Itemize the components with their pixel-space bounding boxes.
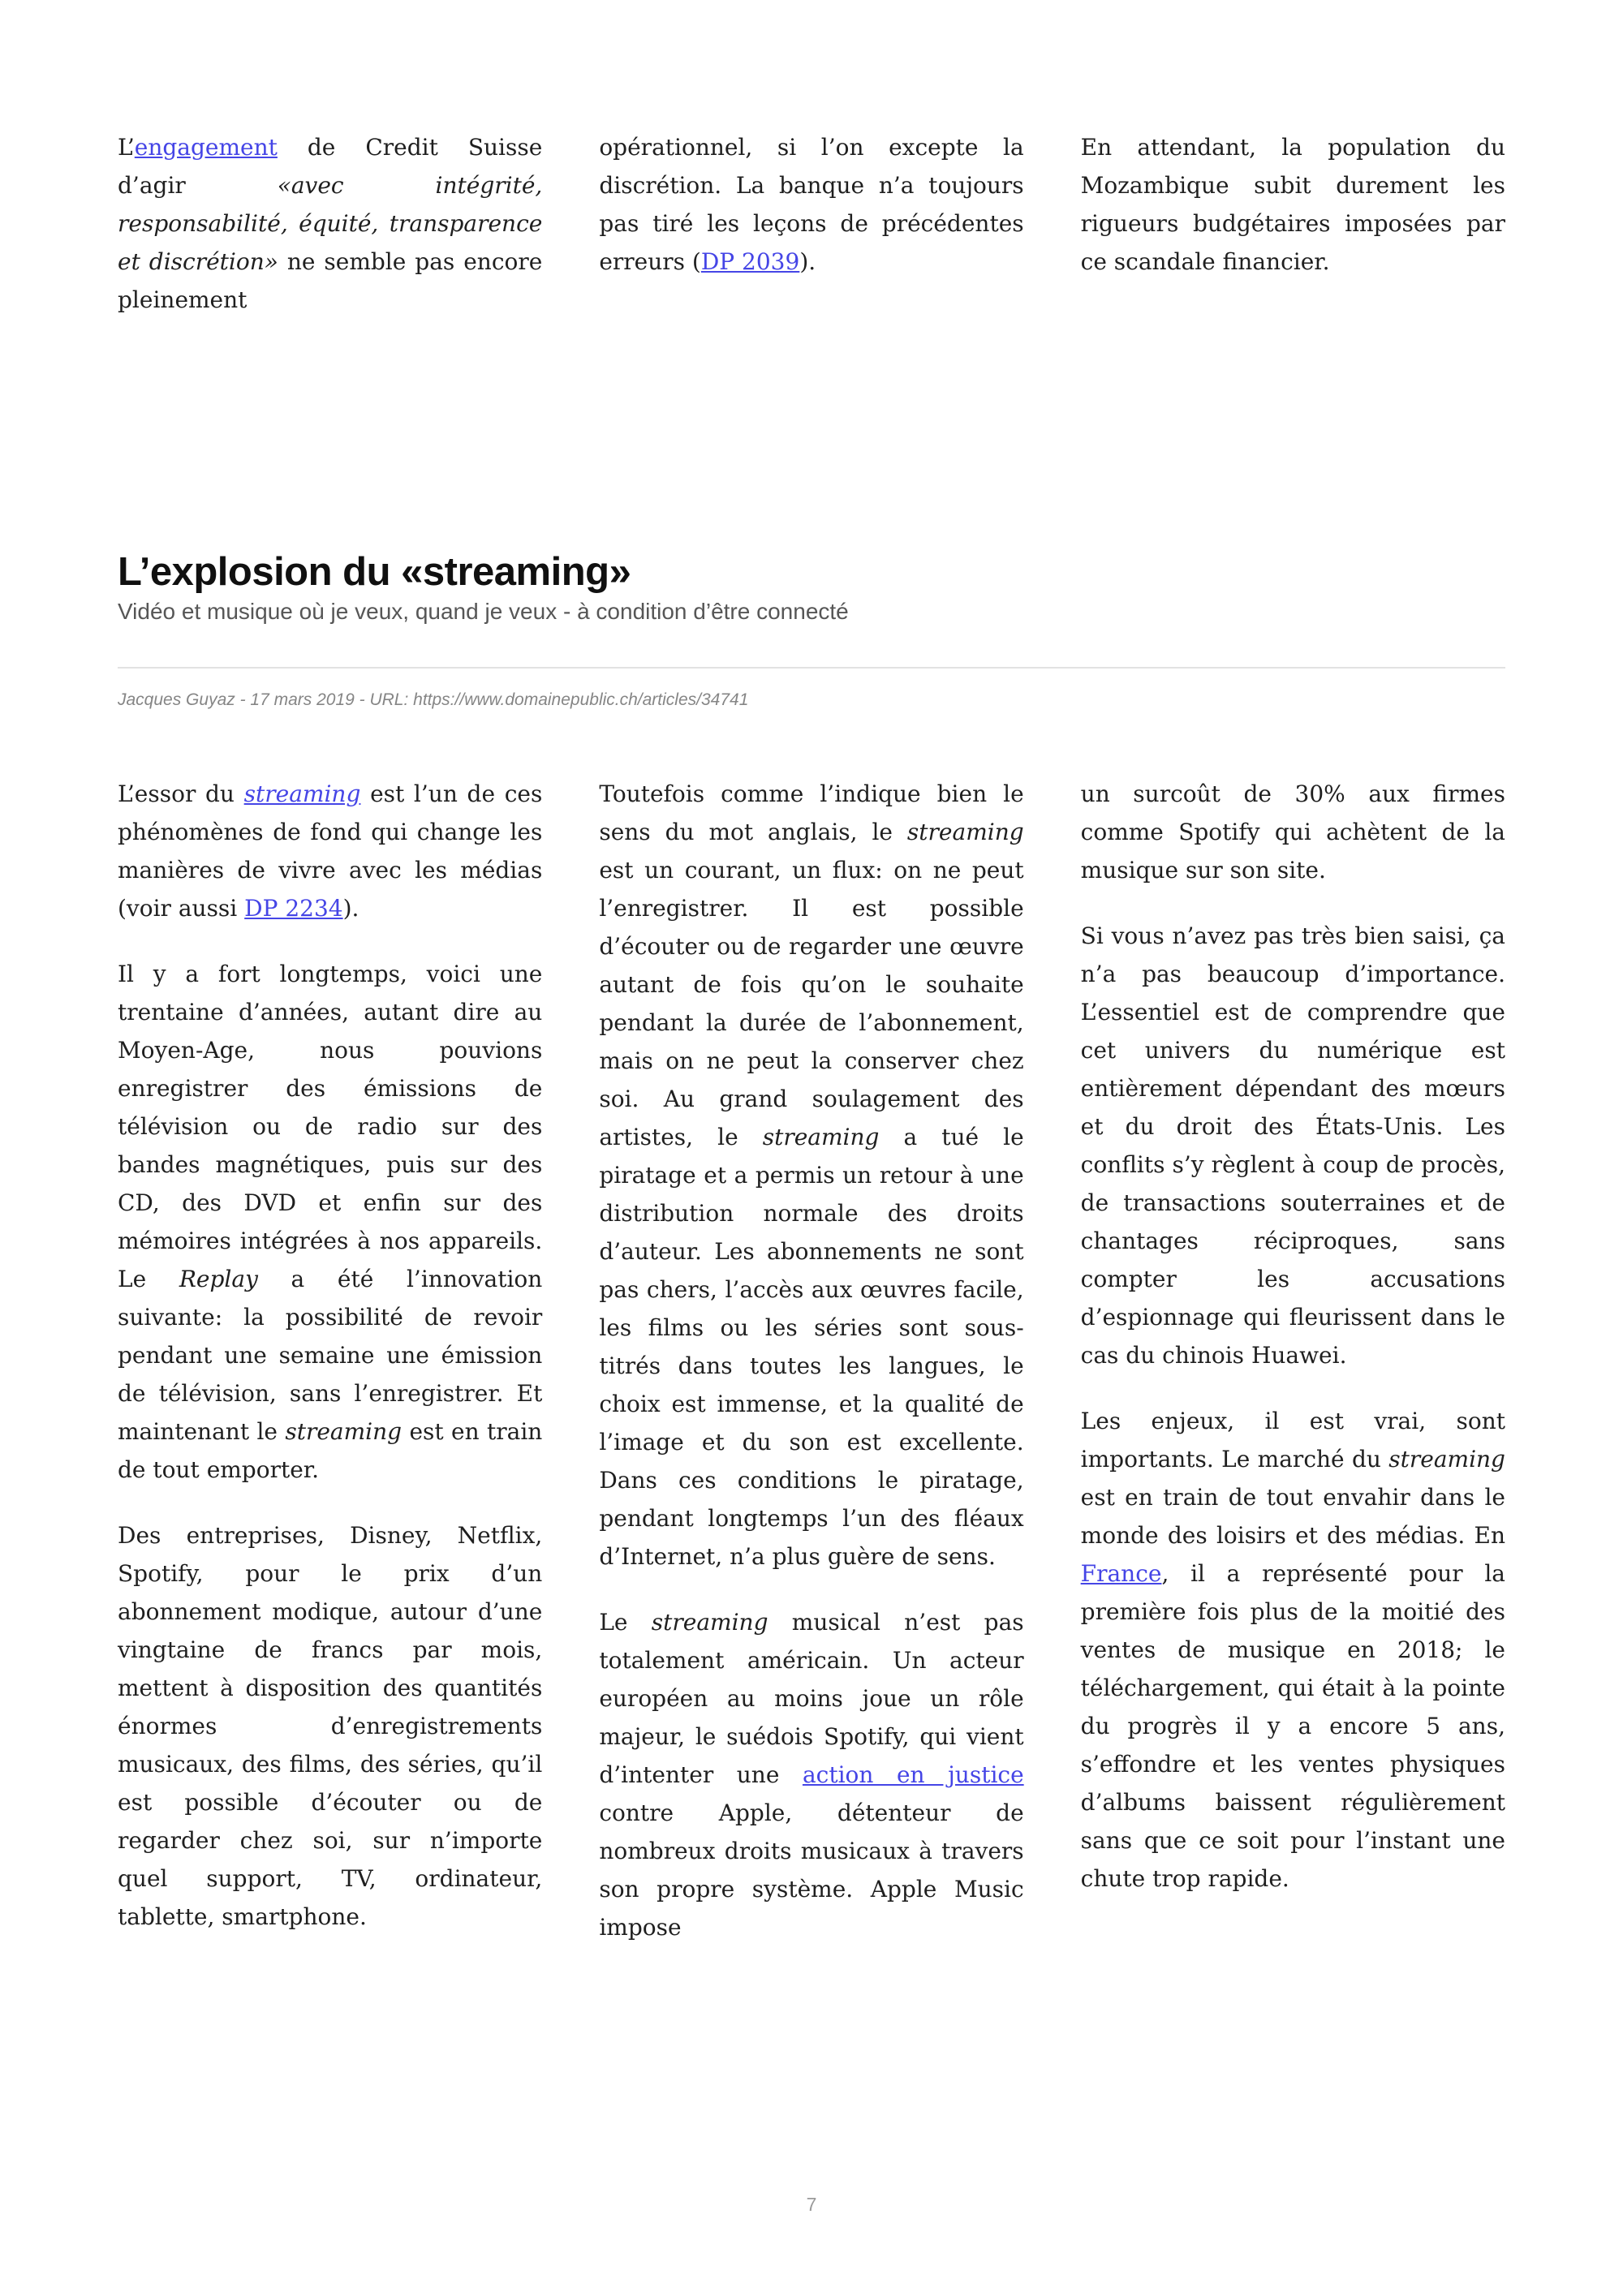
action-en-justice-link[interactable]: action en justice — [802, 1761, 1024, 1788]
article-subtitle: Vidéo et musique où je veux, quand je veux - à condition d’être connecté — [118, 599, 849, 624]
engagement-link[interactable]: engagement — [134, 134, 278, 161]
body-column-3 — [1081, 775, 1505, 1946]
paragraph — [1081, 775, 1505, 889]
divider — [118, 667, 1505, 669]
text-run: streaming — [762, 1124, 880, 1150]
body-column-2 — [599, 775, 1023, 1946]
paragraph — [599, 775, 1023, 1576]
text-run: a tué le piratage et a permis un retour à une distribution normale des droits d’auteur. Les abonnements ne sont pas chers, l’accès aux œuvres facile, les films ou les séries sont sous-titrés dans toutes les langues, le choix est immense, et la qualité de l’image et du son est excellente. Dans ces conditions le piratage, pendant longtemps l’un des fléaux d’Internet, n’a plus guère de sens. — [599, 1124, 1024, 1570]
text-run: opérationnel, si l’on excepte la discrétion. La banque n’a toujours pas tiré les leçons de précédentes erreurs ( — [599, 134, 1024, 275]
text-run: ne semble pas encore pleinement — [118, 248, 543, 313]
text-run: Les enjeux, il est vrai, sont importants. Le marché du — [1080, 1408, 1505, 1473]
text-run: Toutefois comme l’indique bien le sens du mot anglais, le — [599, 780, 1024, 845]
paragraph — [118, 1516, 542, 1936]
text-run: En attendant, la population du Mozambique subit durement les rigueurs budgétaires imposées par ce scandale financier. — [1080, 134, 1505, 275]
text-run: , il a représenté pour la première fois plus de la moitié des ventes de musique en 2018; le téléchargement, qui était à la pointe du progrès il y a encore 5 ans, s’effondre et les ventes physiques d’albums baissent régulièrement sans que ce soit pour l’instant une chute trop rapide. — [1080, 1560, 1505, 1892]
text-run: «avec intégrité, responsabilité, équité, transparence et discrétion» — [118, 172, 543, 275]
dp-2039-link[interactable]: DP 2039 — [700, 248, 800, 275]
top-column-2 — [599, 128, 1023, 319]
text-run: L’essor du — [118, 780, 244, 807]
france-link[interactable]: France — [1080, 1560, 1162, 1587]
text-run: Des entreprises, Disney, Netflix, Spotify, pour le prix d’un abonnement modique, autour d’une vingtaine de francs par mois, mettent à disposition des quantités énormes d’enregistrements musicaux, des films, des séries, qu’il est possible d’écouter ou de regarder chez soi, sur n’importe quel support, TV, ordinateur, tablette, smartphone. — [118, 1522, 543, 1930]
text-run: a été l’innovation suivante: la possibilité de revoir pendant une semaine une émission de télévision, sans l’enregistrer. Et maintenant le — [118, 1266, 543, 1445]
paragraph — [599, 128, 1023, 281]
paragraph — [118, 955, 542, 1489]
paragraph — [1081, 1402, 1505, 1898]
paragraph — [1081, 917, 1505, 1374]
text-run: Le — [599, 1609, 652, 1636]
article-byline: Jacques Guyaz - 17 mars 2019 - URL: https://www.domainepublic.ch/articles/34741 — [118, 690, 749, 709]
text-run: est l’un de ces phénomènes de fond qui change les manières de vivre avec les médias (voir aussi — [118, 780, 543, 922]
text-run: est un courant, un flux: on ne peut l’enregistrer. Il est possible d’écouter ou de regarder une œuvre autant de fois qu’on le souhaite pendant la durée de l’abonnement, mais on ne peut la conserver chez soi. Au grand soulagement des artistes, le — [599, 857, 1024, 1150]
paragraph — [118, 128, 542, 319]
text-run: L’ — [118, 134, 135, 161]
article-title: L’explosion du «streaming» — [118, 549, 631, 594]
text-run: ). — [342, 895, 359, 922]
top-columns — [118, 128, 1505, 319]
text-run: Il y a fort longtemps, voici une trentaine d’années, autant dire au Moyen-Age, nous pouvions enregistrer des émissions de télévision ou de radio sur des bandes magnétiques, puis sur des CD, des DVD et enfin sur des mémoires intégrées à nos appareils. Le — [118, 961, 543, 1292]
paragraph — [118, 775, 542, 927]
streaming-link[interactable]: streaming — [243, 780, 361, 807]
paragraph — [1081, 128, 1505, 281]
text-run: ). — [799, 248, 816, 275]
text-run: est en train de tout emporter. — [118, 1418, 543, 1483]
body-column-1 — [118, 775, 542, 1946]
text-run: de Credit Suisse d’agir — [118, 134, 543, 199]
page-number: 7 — [806, 2194, 817, 2215]
paragraph — [599, 1603, 1023, 1946]
text-run: Replay — [179, 1266, 258, 1292]
text-run: streaming — [906, 819, 1024, 845]
top-column-3 — [1081, 128, 1505, 319]
text-run: Si vous n’avez pas très bien saisi, ça n’a pas beaucoup d’importance. L’essentiel est de comprendre que cet univers du numérique est entièrement dépendant des mœurs et du droit des États-Unis. Les conflits s’y règlent à coup de procès, de transactions souterraines et de chantages réciproques, sans compter les accusations d’espionnage qui fleurissent dans le cas du chinois Huawei. — [1080, 922, 1505, 1369]
top-column-1 — [118, 128, 542, 319]
text-run: musical n’est pas totalement américain. Un acteur européen au moins joue un rôle majeur, le suédois Spotify, qui vient d’intenter une — [599, 1609, 1024, 1788]
text-run: streaming — [651, 1609, 768, 1636]
body-columns — [118, 775, 1505, 1946]
text-run: contre Apple, détenteur de nombreux droits musicaux à travers son propre système. Apple Music impose — [599, 1799, 1024, 1941]
text-run: un surcoût de 30% aux firmes comme Spotify qui achètent de la musique sur son site. — [1080, 780, 1505, 884]
text-run: streaming — [285, 1418, 403, 1445]
dp-2234-link[interactable]: DP 2234 — [244, 895, 343, 922]
text-run: est en train de tout envahir dans le monde des loisirs et des médias. En — [1080, 1484, 1505, 1549]
text-run: streaming — [1388, 1446, 1505, 1473]
